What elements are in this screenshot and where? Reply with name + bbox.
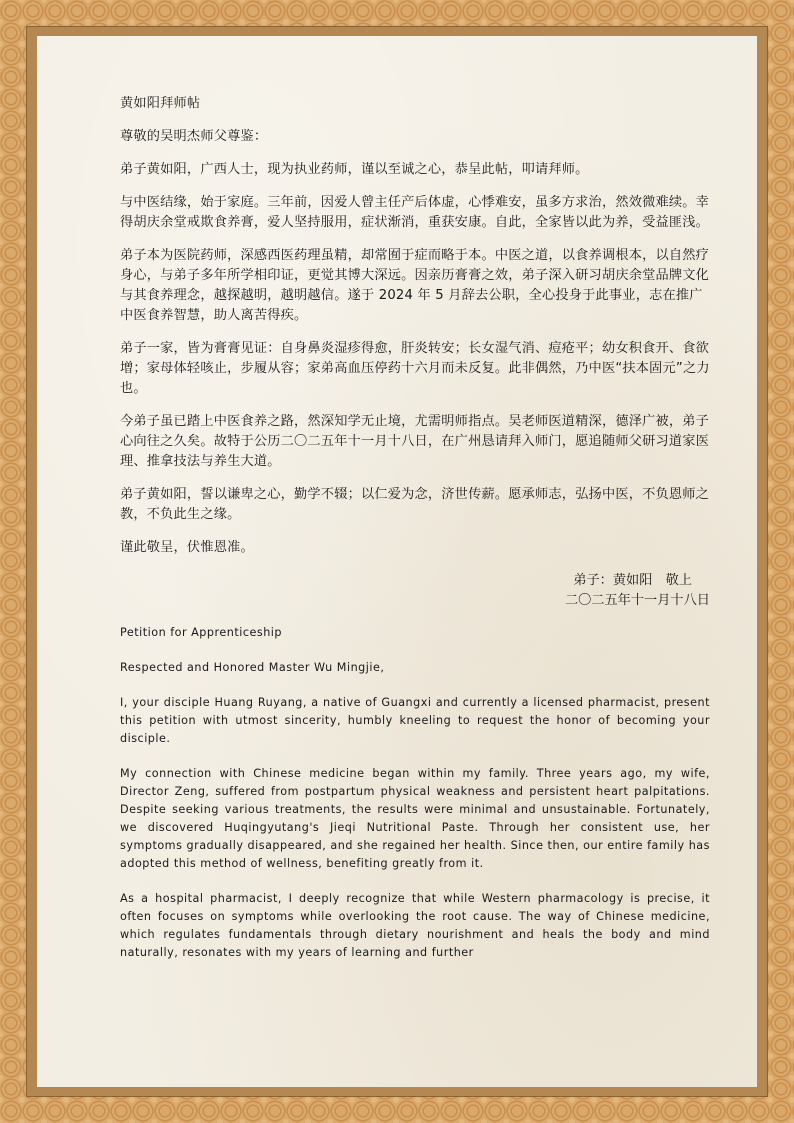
chinese-title: 黄如阳拜师帖 — [120, 96, 201, 111]
chinese-paragraph: 弟子本为医院药师，深感西医药理虽精，却常囿于症而略于本。中医之道，以食养调根本，以自然疗身心，与弟子多年所学相印证，更觉其博大深远。因亲历膏膏之效，弟子深入研习胡庆余堂品牌文化与其食养理念，越探越明，越明越信。遂于 2024 年 5 月辞去公职，全心投身于此事业，志在推广中医食养智慧，助人离苦得疾。 — [120, 248, 710, 323]
english-salutation: Respected and Honored Master Wu Mingjie, — [120, 661, 385, 674]
chinese-date: 二〇二五年十一月十八日 — [564, 593, 710, 608]
english-paragraph: I, your disciple Huang Ruyang, a native of Guangxi and currently a licensed pharmacist, present this petition with utmost sincerity, humbly kneeling to request the honor of becoming your disciple. — [120, 696, 710, 745]
chinese-paragraph: 与中医结缘，始于家庭。三年前，因爱人曾主任产后体虚，心悸难安，虽多方求治，然效微难续。幸得胡庆余堂戒欺食养膏，爱人坚持服用，症状渐消，重获安康。自此，全家皆以此为养，受益匪浅。 — [120, 195, 710, 230]
english-paragraph: My connection with Chinese medicine began within my family. Three years ago, my wife, Director Zeng, suffered from postpartum physical weakness and persistent heart palpitations. Despite seeking various treatments, the results were minimal and unsustainable. Fortunately, we discovered Huqingyutang's Jieqi Nutritional Paste. Through her consistent use, her symptoms gradually disappeared, and she regained her health. Since then, our entire family has adopted this method of wellness, benefiting greatly from it. — [120, 767, 710, 870]
letter-content — [120, 94, 710, 962]
paper-sheet — [37, 36, 757, 1087]
chinese-paragraph: 弟子一家，皆为膏膏见证：自身鼻炎湿疹得愈，肝炎转安；长女湿气消、痘疮平；幼女积食开、食欲增；家母体轻咳止，步履从容；家弟高血压停药十六月而未反复。此非偶然，乃中医“扶本固元”之力也。 — [120, 341, 710, 396]
english-paragraph: As a hospital pharmacist, I deeply recognize that while Western pharmacology is precise, it often focuses on symptoms while overlooking the root cause. The way of Chinese medicine, which regulates fundamentals through dietary nourishment and heals the body and mind naturally, resonates with my years of learning and further — [120, 892, 710, 959]
chinese-paragraph: 弟子黄如阳，誓以谦卑之心，勤学不辍；以仁爱为念，济世传薪。愿承师志，弘扬中医，不负恩师之教，不负此生之缘。 — [120, 487, 710, 522]
chinese-paragraph: 谨此敬呈，伏惟恩准。 — [120, 540, 254, 555]
chinese-paragraph: 今弟子虽已踏上中医食养之路，然深知学无止境，尤需明师指点。吴老师医道精深，德泽广被，弟子心向往之久矣。故特于公历二〇二五年十一月十八日，在广州恳请拜入师门，愿追随师父研习道家医理、推拿技法与养生大道。 — [120, 414, 710, 469]
chinese-paragraph: 弟子黄如阳，广西人士，现为执业药师，谨以至诚之心，恭呈此帖，叩请拜师。 — [120, 162, 589, 177]
chinese-salutation: 尊敬的吴明杰师父尊鉴： — [120, 129, 268, 144]
chinese-signature: 弟子：黄如阳 敬上 — [573, 573, 692, 588]
english-title: Petition for Apprenticeship — [120, 626, 282, 639]
